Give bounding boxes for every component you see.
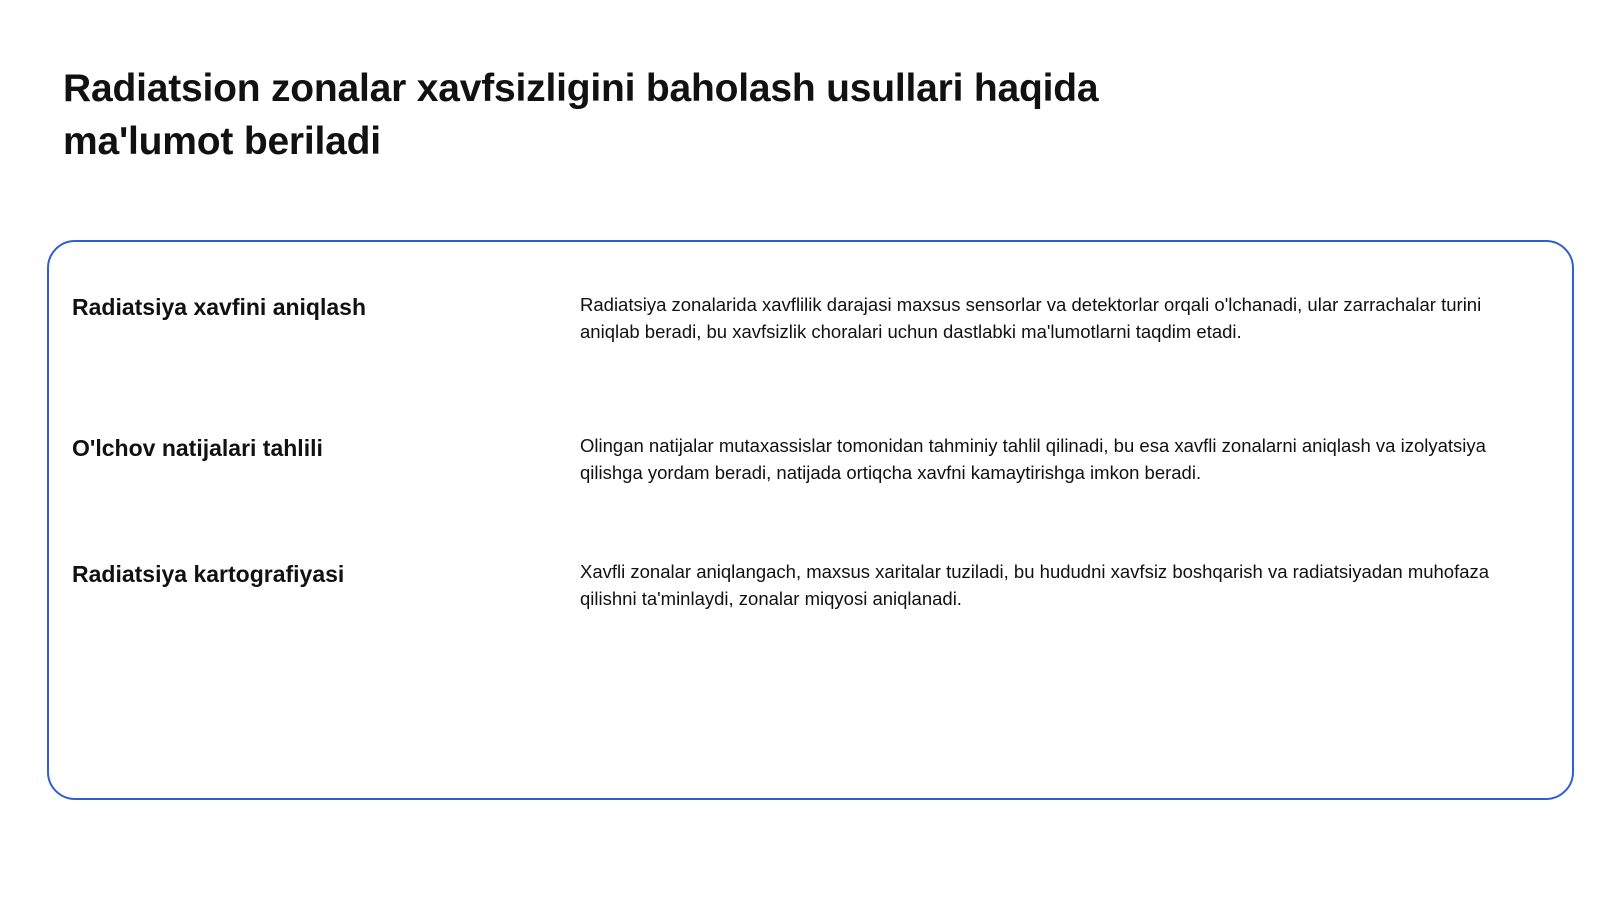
slide-title: Radiatsion zonalar xavfsizligini baholash usullari haqida ma'lumot beriladi [63,67,1099,163]
row-heading: Radiatsiya kartografiyasi [72,561,345,587]
row-description: Radiatsiya zonalarida xavflilik darajasi maxsus sensorlar va detektorlar orqali o'lchanadi, ular zarrachalar turini aniqlab beradi, bu xavfsizlik choralari uchun dastlabki ma'lumotlarni taqdim etadi. [580,294,1482,342]
row-description: Olingan natijalar mutaxassislar tomonidan tahminiy tahlil qilinadi, bu esa xavfli zonalarni aniqlash va izolyatsiya qilishga yordam beradi, natijada ortiqcha xavfni kamaytirishga imkon beradi. [580,435,1486,483]
row-heading: O'lchov natijalari tahlili [72,435,323,461]
row-heading: Radiatsiya xavfini aniqlash [72,294,367,320]
info-card [47,240,1574,800]
row-description: Xavfli zonalar aniqlangach, maxsus xaritalar tuziladi, bu hududni xavfsiz boshqarish va radiatsiyadan muhofaza qilishni ta'minlaydi, zonalar miqyosi aniqlanadi. [580,561,1490,609]
